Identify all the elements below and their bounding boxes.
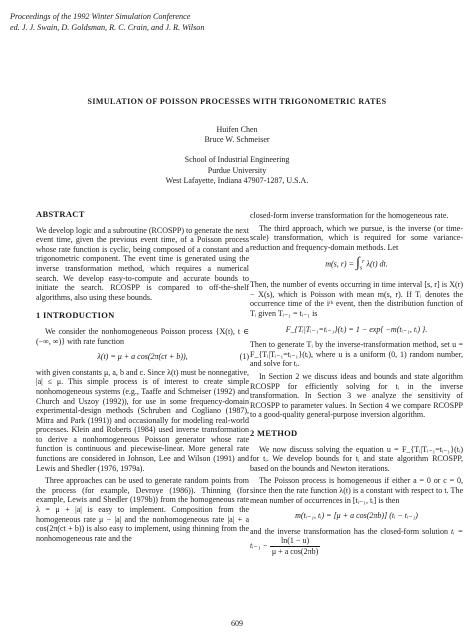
abstract-heading: ABSTRACT xyxy=(36,209,85,219)
right-paragraph-4: Then to generate Tᵢ by the inverse-transformation method, set u = F_{Tᵢ|Tᵢ₋₁=tᵢ₋₁}(tᵢ), where u is a uniform (0, 1) random number, and solve for tᵢ. xyxy=(250,340,463,369)
proceedings-line-1: Proceedings of the 1992 Winter Simulation Conference xyxy=(10,12,191,21)
affiliation-line-3: West Lafayette, Indiana 47907-1287, U.S.A. xyxy=(165,176,309,185)
integral-sign: ∫ xyxy=(355,256,360,272)
author-2: Bruce W. Schmeiser xyxy=(204,135,270,144)
intro-paragraph-2: with given constants μ, a, b and c. Since λ(t) must be nonnegative, |a| ≤ μ. This simple process is of interest to create simple nonhomogeneous systems (e.g., Taaffe and Schmeiser (1992) and Church and Uszoy (1992)), for use in some frequency-domain experimental-design methods (Schruben and Cogliano (1987), Mitra and Park (1991)) and occasionally for modeling real-world processes. Klein and Roberts (1984) used inverse transformation to derive a nonhomogeneous Poisson generator whose rate function is continuous and piecewise-linear. More general rate functions are considered in Johnson, Lee and Wilson (1991) and Lewis and Shedler (1976, 1979a). xyxy=(36,367,249,473)
author-1: Huifen Chen xyxy=(216,125,258,134)
right-paragraph-5: In Section 2 we discuss ideas and bounds and state algorithm RCOSPP for efficiently solving for tᵢ in the inverse transformation. In Section 3 we analyze the sensitivity of RCOSPP to parameter values. In Section 4 we compare RCOSPP to a good-quality general-purpose inversion algorithm. xyxy=(250,371,463,420)
affiliation xyxy=(0,155,474,187)
intro-paragraph-1: We consider the nonhomogeneous Poisson process {X(t), t ∈ (−∞, ∞)} with rate function xyxy=(36,326,249,346)
proceedings-line-2: ed. J. J. Swain, D. Goldsman, R. C. Crain, and J. R. Wilson xyxy=(10,22,205,32)
method-paragraph-3 xyxy=(250,527,463,557)
closed-form-fraction xyxy=(270,536,320,556)
integral-lower-limit: s xyxy=(359,265,363,272)
equation-1 xyxy=(36,352,249,362)
equation-1-body: λ(t) = μ + a cos(2π(ct + b)), xyxy=(97,352,188,362)
equation-mean-function xyxy=(250,258,463,274)
authors xyxy=(0,125,474,145)
introduction-heading: 1 INTRODUCTION xyxy=(36,310,115,321)
intro-paragraph-3: Three approaches can be used to generate random points from the process (for example, Devroye (1986)). Thinning (for example, Lewis and Shedler (1979b)) from the homogeneous rate λ = μ + |a| is easy to implement. Composition from the homogeneous rate μ − |a| and the nonhomogeneous rate |a| + a cos(2π(ct + b)) is also easy to implement, using thinning from the nonhomogeneous rate and the xyxy=(36,476,249,543)
method-paragraph-1: We now discuss solving the equation u = F_{Tᵢ|Tᵢ₋₁=tᵢ₋₁}(tᵢ) for tᵢ. We develop bounds for tᵢ and state algorithm RCOSPP, based on the bounds and Newton iterations. xyxy=(250,444,463,473)
method-heading: 2 METHOD xyxy=(250,427,298,438)
equation-distribution: F_{Tᵢ|Tᵢ₋₁=tᵢ₋₁}(tᵢ) = 1 − exp{ −m(tᵢ₋₁, tᵢ) }. xyxy=(285,324,428,334)
left-column xyxy=(36,210,249,546)
fraction-numerator: ln(1 − u) xyxy=(270,536,320,547)
right-paragraph-2: The third approach, which we pursue, is the inverse (or time-scale) transformation, which is required for some variance-reduction and frequency-domain methods. Let xyxy=(250,223,463,252)
right-paragraph-3: Then, the number of events occurring in time interval [s, r] is X(r) − X(s), which is Poisson with mean m(s, r). If Tᵢ denotes the occurrence time of the iᵗʰ event, then the distribution function of Tᵢ given Tᵢ₋₁ = tᵢ₋₁ is xyxy=(250,280,463,318)
affiliation-line-1: School of Industrial Engineering xyxy=(184,155,290,164)
paper-title: SIMULATION OF POISSON PROCESSES WITH TRIGONOMETRIC RATES xyxy=(87,97,387,106)
integral-upper-limit: r xyxy=(362,259,365,266)
right-paragraph-1: closed-form inverse transformation for the homogeneous rate. xyxy=(250,211,449,220)
mean-function-lhs: m(s, r) = xyxy=(325,260,354,270)
right-column xyxy=(250,211,463,559)
fraction-denominator: μ + a cos(2πb) xyxy=(271,546,319,556)
abstract-text: We develop logic and a subroutine (RCOSPP) to generate the next event time, given the previous event time, of a Poisson process whose rate function is cyclic, being composed of a constant and a trigonometric component. The event time is generated using the inverse transformation method, which requires a numerical search. We develop easy-to-compute and accurate bounds to initiate the search. RCOSPP is compared to off-the-shelf algorithms, also using these bounds. xyxy=(36,225,249,302)
mean-function-rhs: λ(t) dt. xyxy=(366,260,388,270)
affiliation-line-2: Purdue University xyxy=(207,165,267,175)
closed-form-lhs: tᵢ = tᵢ₋₁ − xyxy=(250,526,463,551)
page-number: 609 xyxy=(231,619,243,628)
equation-1-number: (1) xyxy=(239,352,249,362)
proceedings-header xyxy=(10,12,204,33)
method-paragraph-2: The Poisson process is homogeneous if either a = 0 or c = 0, since then the rate function λ(t) is a constant with respect to t. The mean number of occurrences in [tᵢ₋₁, tᵢ] is then xyxy=(250,476,463,505)
method-paragraph-3-text: and the inverse transformation has the closed-form solution xyxy=(250,526,448,536)
equation-homogeneous-mean: m(tᵢ₋₁, tᵢ) = [μ + a cos(2πb)] (tᵢ − tᵢ₋₁) xyxy=(295,511,418,521)
